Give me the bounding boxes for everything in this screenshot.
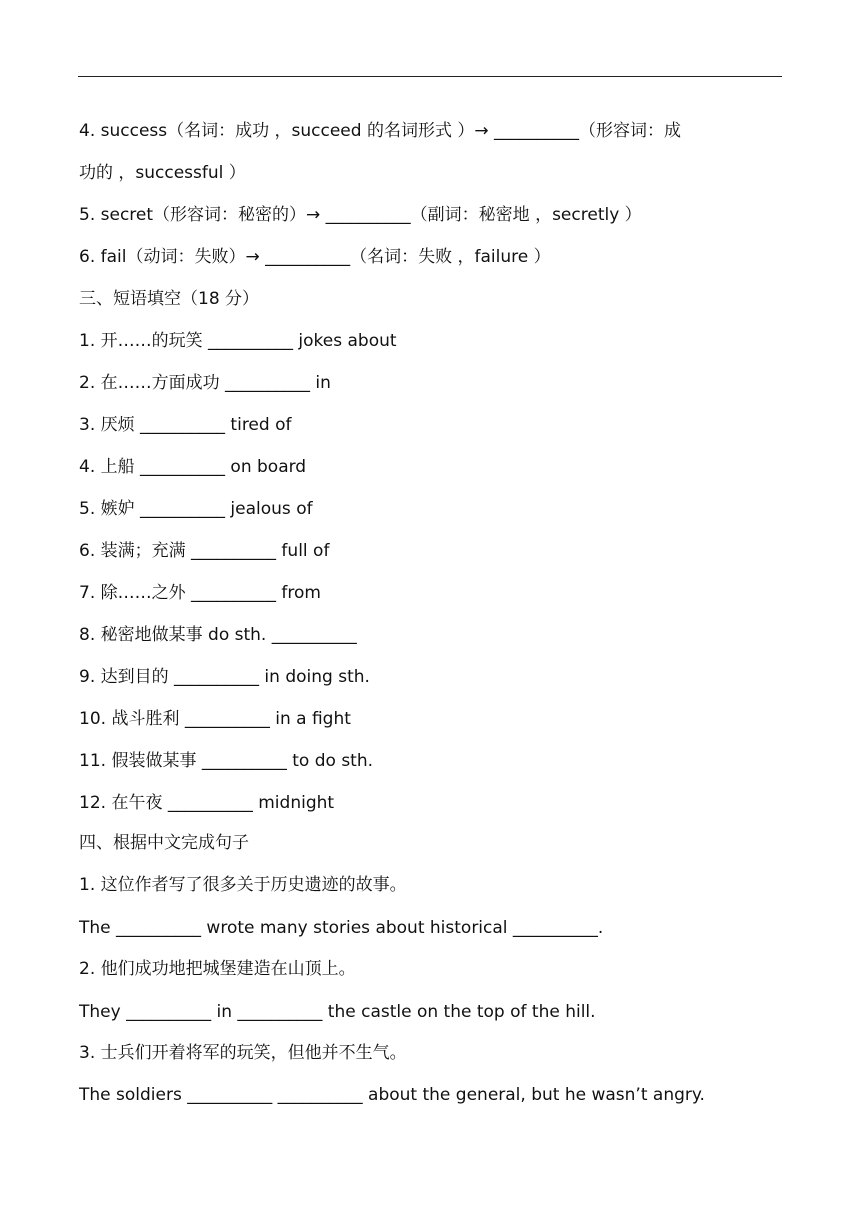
phrase-item-5: 5. 嫉妒 __________ jealous of — [79, 499, 313, 519]
phrase-item-7: 7. 除……之外 __________ from — [79, 583, 321, 603]
phrase-item-10: 10. 战斗胜利 __________ in a fight — [79, 709, 351, 729]
sentence-1-chinese: 1. 这位作者写了很多关于历史遗迹的故事。 — [79, 875, 407, 895]
section-3-heading: 三、短语填空（18 分） — [79, 289, 260, 309]
word-item-4-line2: 功的 ，successful ） — [79, 163, 246, 183]
phrase-item-1: 1. 开……的玩笑 __________ jokes about — [79, 331, 397, 351]
sentence-2-chinese: 2. 他们成功地把城堡建造在山顶上。 — [79, 959, 356, 979]
sentence-2-english: They __________ in __________ the castle on the top of the hill. — [79, 1002, 596, 1022]
phrase-item-11: 11. 假装做某事 __________ to do sth. — [79, 751, 374, 771]
sentence-3-english: The soldiers __________ __________ about the general, but he wasn’t angry. — [79, 1085, 705, 1105]
phrase-item-8: 8. 秘密地做某事 do sth. __________ — [79, 625, 357, 645]
phrase-item-9: 9. 达到目的 __________ in doing sth. — [79, 667, 370, 687]
phrase-item-12: 12. 在午夜 __________ midnight — [79, 793, 335, 813]
sentence-3-chinese: 3. 士兵们开着将军的玩笑，但他并不生气。 — [79, 1043, 407, 1063]
word-item-5: 5. secret（形容词：秘密的）→ __________（副词：秘密地 ，secretly ） — [79, 205, 642, 225]
phrase-item-2: 2. 在……方面成功 __________ in — [79, 373, 331, 393]
section-4-heading: 四、根据中文完成句子 — [79, 833, 249, 853]
word-item-4-line1: 4. success（名词：成功 ，succeed 的名词形式 ）→ __________（形容词：成 — [79, 121, 682, 141]
word-item-6: 6. fail（动词：失败）→ __________（名词：失败 ，failure ） — [79, 247, 551, 267]
header-rule — [78, 76, 782, 77]
phrase-item-6: 6. 装满；充满 __________ full of — [79, 541, 330, 561]
sentence-1-english: The __________ wrote many stories about historical __________. — [79, 918, 604, 938]
phrase-item-4: 4. 上船 __________ on board — [79, 457, 307, 477]
phrase-item-3: 3. 厌烦 __________ tired of — [79, 415, 292, 435]
